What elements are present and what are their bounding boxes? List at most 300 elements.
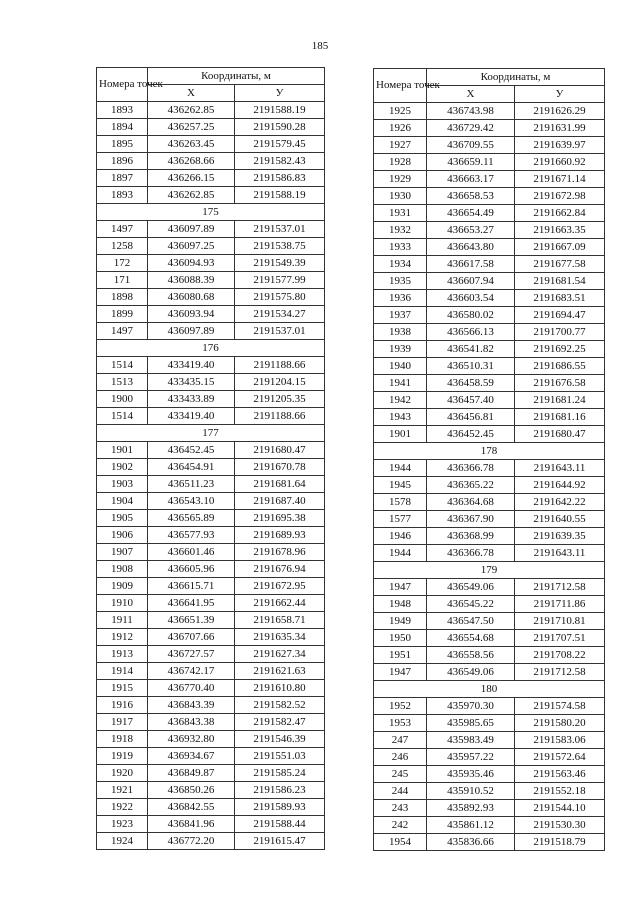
y-coordinate-cell: 2191689.93 (235, 527, 325, 544)
table-row (374, 171, 605, 188)
x-coordinate-cell: 436607.94 (427, 273, 515, 290)
point-number-cell: 1939 (374, 341, 427, 358)
table-row (97, 663, 325, 680)
y-coordinate-cell: 2191680.47 (515, 426, 605, 443)
x-coordinate-cell: 436934.67 (148, 748, 235, 765)
y-coordinate-cell: 2191712.58 (515, 579, 605, 596)
table-row (97, 306, 325, 323)
x-coordinate-cell: 436457.40 (427, 392, 515, 409)
point-number-cell: 1513 (97, 374, 148, 391)
section-row (374, 681, 605, 698)
point-number-cell: 1903 (97, 476, 148, 493)
x-coordinate-cell: 436364.68 (427, 494, 515, 511)
table-row (374, 256, 605, 273)
point-number-cell: 1911 (97, 612, 148, 629)
table-row (97, 544, 325, 561)
x-coordinate-cell: 436617.58 (427, 256, 515, 273)
x-coordinate-cell: 436263.45 (148, 136, 235, 153)
point-number-cell: 1920 (97, 765, 148, 782)
point-number-cell: 1930 (374, 188, 427, 205)
table-row (374, 698, 605, 715)
y-coordinate-cell: 2191537.01 (235, 221, 325, 238)
y-coordinate-cell: 2191681.64 (235, 476, 325, 493)
x-coordinate-cell: 436510.31 (427, 358, 515, 375)
table-row (374, 375, 605, 392)
point-number-cell: 1899 (97, 306, 148, 323)
table-row (374, 358, 605, 375)
point-number-cell: 1514 (97, 408, 148, 425)
point-number-cell: 1935 (374, 273, 427, 290)
y-coordinate-cell: 2191588.19 (235, 102, 325, 119)
x-coordinate-cell: 436266.15 (148, 170, 235, 187)
table-row (374, 817, 605, 834)
table-row (374, 477, 605, 494)
table-row (374, 239, 605, 256)
x-coordinate-cell: 436549.06 (427, 664, 515, 681)
table-row (97, 153, 325, 170)
table-row (374, 732, 605, 749)
x-coordinate-cell: 435957.22 (427, 749, 515, 766)
y-coordinate-cell: 2191707.51 (515, 630, 605, 647)
x-coordinate-cell: 436742.17 (148, 663, 235, 680)
y-coordinate-cell: 2191626.29 (515, 103, 605, 120)
x-coordinate-cell: 436643.80 (427, 239, 515, 256)
table-row (97, 391, 325, 408)
point-number-cell: 1902 (97, 459, 148, 476)
table-row (374, 834, 605, 851)
point-number-cell: 1921 (97, 782, 148, 799)
point-number-cell: 1901 (374, 426, 427, 443)
x-coordinate-cell: 436366.78 (427, 460, 515, 477)
table-row (374, 273, 605, 290)
table-row (97, 595, 325, 612)
x-coordinate-cell: 436554.68 (427, 630, 515, 647)
point-number-cell: 1925 (374, 103, 427, 120)
point-number-cell: 1943 (374, 409, 427, 426)
x-coordinate-cell: 436843.38 (148, 714, 235, 731)
x-coordinate-cell: 436547.50 (427, 613, 515, 630)
point-number-cell: 1909 (97, 578, 148, 595)
x-coordinate-cell: 436365.22 (427, 477, 515, 494)
y-header: У (235, 85, 325, 102)
point-number-cell: 1934 (374, 256, 427, 273)
table-row (97, 629, 325, 646)
table-row (374, 630, 605, 647)
point-number-cell: 1946 (374, 528, 427, 545)
x-coordinate-cell: 436605.96 (148, 561, 235, 578)
x-coordinate-cell: 436541.82 (427, 341, 515, 358)
point-number-cell: 1893 (97, 102, 148, 119)
table-row (97, 493, 325, 510)
x-coordinate-cell: 436842.55 (148, 799, 235, 816)
point-number-cell: 172 (97, 255, 148, 272)
point-number-cell: 1895 (97, 136, 148, 153)
point-number-cell: 1898 (97, 289, 148, 306)
y-coordinate-cell: 2191639.35 (515, 528, 605, 545)
points-header: Номера точек (374, 69, 427, 103)
y-coordinate-cell: 2191680.47 (235, 442, 325, 459)
table-row (97, 170, 325, 187)
y-coordinate-cell: 2191695.38 (235, 510, 325, 527)
table-row (374, 307, 605, 324)
table-row (97, 561, 325, 578)
point-number-cell: 1258 (97, 238, 148, 255)
y-coordinate-cell: 2191660.92 (515, 154, 605, 171)
y-coordinate-cell: 2191686.55 (515, 358, 605, 375)
point-number-cell: 1916 (97, 697, 148, 714)
coordinates-table-right (373, 68, 605, 851)
table-row (97, 357, 325, 374)
y-coordinate-cell: 2191644.92 (515, 477, 605, 494)
x-coordinate-cell: 433419.40 (148, 357, 235, 374)
y-coordinate-cell: 2191537.01 (235, 323, 325, 340)
x-coordinate-cell: 436080.68 (148, 289, 235, 306)
table-row (374, 715, 605, 732)
x-coordinate-cell: 435935.46 (427, 766, 515, 783)
table-row (97, 408, 325, 425)
point-number-cell: 1904 (97, 493, 148, 510)
y-coordinate-cell: 2191692.25 (515, 341, 605, 358)
y-coordinate-cell: 2191663.35 (515, 222, 605, 239)
table-row (97, 527, 325, 544)
table-row (374, 324, 605, 341)
y-coordinate-cell: 2191627.34 (235, 646, 325, 663)
section-row (97, 340, 325, 357)
point-number-cell: 1936 (374, 290, 427, 307)
point-number-cell: 1940 (374, 358, 427, 375)
y-coordinate-cell: 2191642.22 (515, 494, 605, 511)
table-row (374, 188, 605, 205)
y-coordinate-cell: 2191574.58 (515, 698, 605, 715)
table-row (97, 476, 325, 493)
y-coordinate-cell: 2191586.23 (235, 782, 325, 799)
x-coordinate-cell: 436097.89 (148, 221, 235, 238)
point-number-cell: 1927 (374, 137, 427, 154)
table-row (97, 782, 325, 799)
section-row (374, 562, 605, 579)
table-row (97, 289, 325, 306)
point-number-cell: 1906 (97, 527, 148, 544)
table-row (97, 748, 325, 765)
x-header: X (427, 86, 515, 103)
table-row (97, 697, 325, 714)
y-coordinate-cell: 2191549.39 (235, 255, 325, 272)
x-coordinate-cell: 435836.66 (427, 834, 515, 851)
point-number-cell: 1953 (374, 715, 427, 732)
point-number-cell: 1942 (374, 392, 427, 409)
table-row (97, 578, 325, 595)
point-number-cell: 1918 (97, 731, 148, 748)
point-number-cell: 171 (97, 272, 148, 289)
point-number-cell: 1497 (97, 221, 148, 238)
table-row (374, 460, 605, 477)
y-coordinate-cell: 2191546.39 (235, 731, 325, 748)
y-coordinate-cell: 2191563.46 (515, 766, 605, 783)
table-row (374, 528, 605, 545)
x-coordinate-cell: 436094.93 (148, 255, 235, 272)
x-coordinate-cell: 435861.12 (427, 817, 515, 834)
point-number-cell: 1929 (374, 171, 427, 188)
x-coordinate-cell: 436097.25 (148, 238, 235, 255)
table-row (374, 749, 605, 766)
point-number-cell: 1578 (374, 494, 427, 511)
point-number-cell: 1901 (97, 442, 148, 459)
x-coordinate-cell: 435983.49 (427, 732, 515, 749)
x-coordinate-cell: 436367.90 (427, 511, 515, 528)
x-coordinate-cell: 433419.40 (148, 408, 235, 425)
y-coordinate-cell: 2191534.27 (235, 306, 325, 323)
x-coordinate-cell: 436511.23 (148, 476, 235, 493)
x-coordinate-cell: 436097.89 (148, 323, 235, 340)
section-label: 175 (97, 204, 325, 221)
x-coordinate-cell: 436707.66 (148, 629, 235, 646)
y-coordinate-cell: 2191635.34 (235, 629, 325, 646)
coordinates-table-left (96, 67, 325, 850)
table-row (97, 816, 325, 833)
x-coordinate-cell: 436770.40 (148, 680, 235, 697)
points-header: Номера точек (97, 68, 148, 102)
y-coordinate-cell: 2191188.66 (235, 408, 325, 425)
y-coordinate-cell: 2191687.40 (235, 493, 325, 510)
table-row (374, 613, 605, 630)
point-number-cell: 1949 (374, 613, 427, 630)
table-row (97, 272, 325, 289)
x-coordinate-cell: 436577.93 (148, 527, 235, 544)
point-number-cell: 245 (374, 766, 427, 783)
x-coordinate-cell: 436545.22 (427, 596, 515, 613)
point-number-cell: 1900 (97, 391, 148, 408)
table-row (374, 664, 605, 681)
y-coordinate-cell: 2191672.98 (515, 188, 605, 205)
x-coordinate-cell: 436456.81 (427, 409, 515, 426)
x-coordinate-cell: 436093.94 (148, 306, 235, 323)
point-number-cell: 1932 (374, 222, 427, 239)
page-number: 185 (311, 40, 329, 52)
table-row (97, 833, 325, 850)
y-coordinate-cell: 2191582.43 (235, 153, 325, 170)
x-coordinate-cell: 436601.46 (148, 544, 235, 561)
point-number-cell: 1950 (374, 630, 427, 647)
y-coordinate-cell: 2191588.44 (235, 816, 325, 833)
y-coordinate-cell: 2191643.11 (515, 545, 605, 562)
point-number-cell: 1514 (97, 357, 148, 374)
y-coordinate-cell: 2191530.30 (515, 817, 605, 834)
x-coordinate-cell: 436262.85 (148, 102, 235, 119)
x-coordinate-cell: 436549.06 (427, 579, 515, 596)
x-coordinate-cell: 436841.96 (148, 816, 235, 833)
point-number-cell: 1910 (97, 595, 148, 612)
y-coordinate-cell: 2191588.19 (235, 187, 325, 204)
table-row (374, 341, 605, 358)
table-row (374, 647, 605, 664)
point-number-cell: 1948 (374, 596, 427, 613)
y-coordinate-cell: 2191683.51 (515, 290, 605, 307)
x-coordinate-cell: 436658.53 (427, 188, 515, 205)
point-number-cell: 246 (374, 749, 427, 766)
y-coordinate-cell: 2191676.58 (515, 375, 605, 392)
x-coordinate-cell: 436257.25 (148, 119, 235, 136)
point-number-cell: 1922 (97, 799, 148, 816)
y-coordinate-cell: 2191204.15 (235, 374, 325, 391)
x-coordinate-cell: 436849.87 (148, 765, 235, 782)
point-number-cell: 244 (374, 783, 427, 800)
x-coordinate-cell: 436843.39 (148, 697, 235, 714)
point-number-cell: 243 (374, 800, 427, 817)
point-number-cell: 1905 (97, 510, 148, 527)
table-row (97, 221, 325, 238)
x-coordinate-cell: 436659.11 (427, 154, 515, 171)
x-coordinate-cell: 436932.80 (148, 731, 235, 748)
y-coordinate-cell: 2191631.99 (515, 120, 605, 137)
x-coordinate-cell: 436366.78 (427, 545, 515, 562)
point-number-cell: 1928 (374, 154, 427, 171)
y-coordinate-cell: 2191544.10 (515, 800, 605, 817)
x-coordinate-cell: 435985.65 (427, 715, 515, 732)
point-number-cell: 1896 (97, 153, 148, 170)
point-number-cell: 1893 (97, 187, 148, 204)
point-number-cell: 1907 (97, 544, 148, 561)
point-number-cell: 242 (374, 817, 427, 834)
table-row (374, 120, 605, 137)
x-coordinate-cell: 436641.95 (148, 595, 235, 612)
y-coordinate-cell: 2191580.20 (515, 715, 605, 732)
y-coordinate-cell: 2191577.99 (235, 272, 325, 289)
point-number-cell: 1931 (374, 205, 427, 222)
y-coordinate-cell: 2191582.47 (235, 714, 325, 731)
section-row (97, 204, 325, 221)
x-coordinate-cell: 436268.66 (148, 153, 235, 170)
section-label: 176 (97, 340, 325, 357)
y-coordinate-cell: 2191586.83 (235, 170, 325, 187)
table-row (374, 137, 605, 154)
y-coordinate-cell: 2191615.47 (235, 833, 325, 850)
y-coordinate-cell: 2191572.64 (515, 749, 605, 766)
table-row (374, 579, 605, 596)
point-number-cell: 1923 (97, 816, 148, 833)
y-coordinate-cell: 2191700.77 (515, 324, 605, 341)
x-coordinate-cell: 436654.49 (427, 205, 515, 222)
coords-header: Координаты, м (148, 68, 325, 85)
x-coordinate-cell: 435910.52 (427, 783, 515, 800)
point-number-cell: 1894 (97, 119, 148, 136)
y-coordinate-cell: 2191589.93 (235, 799, 325, 816)
y-coordinate-cell: 2191585.24 (235, 765, 325, 782)
x-coordinate-cell: 436653.27 (427, 222, 515, 239)
table-row (97, 646, 325, 663)
table-row (97, 255, 325, 272)
y-header: У (515, 86, 605, 103)
x-coordinate-cell: 436458.59 (427, 375, 515, 392)
point-number-cell: 1945 (374, 477, 427, 494)
point-number-cell: 1913 (97, 646, 148, 663)
y-coordinate-cell: 2191639.97 (515, 137, 605, 154)
point-number-cell: 1912 (97, 629, 148, 646)
table-row (97, 510, 325, 527)
section-row (97, 425, 325, 442)
y-coordinate-cell: 2191681.16 (515, 409, 605, 426)
x-coordinate-cell: 436850.26 (148, 782, 235, 799)
table-row (374, 596, 605, 613)
table-row (97, 714, 325, 731)
y-coordinate-cell: 2191205.35 (235, 391, 325, 408)
y-coordinate-cell: 2191667.09 (515, 239, 605, 256)
section-label: 177 (97, 425, 325, 442)
point-number-cell: 1914 (97, 663, 148, 680)
y-coordinate-cell: 2191708.22 (515, 647, 605, 664)
section-row (374, 443, 605, 460)
x-coordinate-cell: 436368.99 (427, 528, 515, 545)
table-row (374, 154, 605, 171)
y-coordinate-cell: 2191590.28 (235, 119, 325, 136)
x-coordinate-cell: 436729.42 (427, 120, 515, 137)
table-row (374, 511, 605, 528)
y-coordinate-cell: 2191681.54 (515, 273, 605, 290)
y-coordinate-cell: 2191640.55 (515, 511, 605, 528)
table-row (374, 426, 605, 443)
table-row (374, 783, 605, 800)
y-coordinate-cell: 2191676.94 (235, 561, 325, 578)
table-row (374, 392, 605, 409)
table-row (97, 765, 325, 782)
point-number-cell: 1897 (97, 170, 148, 187)
point-number-cell: 1924 (97, 833, 148, 850)
point-number-cell: 1947 (374, 579, 427, 596)
point-number-cell: 1908 (97, 561, 148, 578)
coords-header: Координаты, м (427, 69, 605, 86)
y-coordinate-cell: 2191583.06 (515, 732, 605, 749)
point-number-cell: 247 (374, 732, 427, 749)
x-header: X (148, 85, 235, 102)
section-label: 179 (374, 562, 605, 579)
table-row (374, 766, 605, 783)
y-coordinate-cell: 2191188.66 (235, 357, 325, 374)
y-coordinate-cell: 2191643.11 (515, 460, 605, 477)
y-coordinate-cell: 2191610.80 (235, 680, 325, 697)
point-number-cell: 1915 (97, 680, 148, 697)
point-number-cell: 1944 (374, 460, 427, 477)
x-coordinate-cell: 436558.56 (427, 647, 515, 664)
y-coordinate-cell: 2191694.47 (515, 307, 605, 324)
x-coordinate-cell: 436709.55 (427, 137, 515, 154)
y-coordinate-cell: 2191677.58 (515, 256, 605, 273)
table-row (374, 494, 605, 511)
x-coordinate-cell: 436566.13 (427, 324, 515, 341)
x-coordinate-cell: 436543.10 (148, 493, 235, 510)
y-coordinate-cell: 2191518.79 (515, 834, 605, 851)
point-number-cell: 1937 (374, 307, 427, 324)
table-row (374, 103, 605, 120)
y-coordinate-cell: 2191662.84 (515, 205, 605, 222)
table-row (97, 442, 325, 459)
y-coordinate-cell: 2191552.18 (515, 783, 605, 800)
y-coordinate-cell: 2191551.03 (235, 748, 325, 765)
x-coordinate-cell: 436727.57 (148, 646, 235, 663)
y-coordinate-cell: 2191681.24 (515, 392, 605, 409)
y-coordinate-cell: 2191710.81 (515, 613, 605, 630)
x-coordinate-cell: 435970.30 (427, 698, 515, 715)
x-coordinate-cell: 436452.45 (148, 442, 235, 459)
point-number-cell: 1917 (97, 714, 148, 731)
x-coordinate-cell: 436603.54 (427, 290, 515, 307)
x-coordinate-cell: 436262.85 (148, 187, 235, 204)
x-coordinate-cell: 436772.20 (148, 833, 235, 850)
x-coordinate-cell: 436743.98 (427, 103, 515, 120)
point-number-cell: 1947 (374, 664, 427, 681)
section-label: 178 (374, 443, 605, 460)
point-number-cell: 1954 (374, 834, 427, 851)
table-row (97, 459, 325, 476)
y-coordinate-cell: 2191575.80 (235, 289, 325, 306)
